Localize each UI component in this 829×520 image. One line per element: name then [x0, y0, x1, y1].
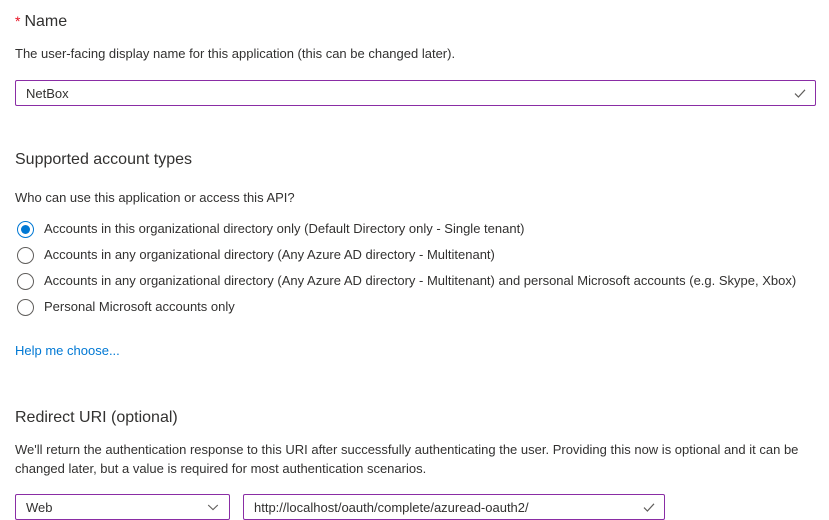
redirect-uri-description: We'll return the authentication response to this URI after successfully authenticating the user. Providing this now is optional and it can be changed later, but a value is required for most authentication scenarios.: [15, 442, 799, 476]
name-input[interactable]: [16, 83, 792, 103]
required-asterisk: *: [15, 13, 21, 29]
radio-button-icon[interactable]: [17, 273, 34, 290]
checkmark-icon: [641, 499, 657, 515]
radio-option-label: Accounts in any organizational directory (Any Azure AD directory - Multitenant) and personal Microsoft accounts (e.g. Skype, Xbox): [44, 273, 797, 288]
radio-option-single-tenant[interactable]: [15, 216, 816, 242]
name-input-container: [15, 80, 816, 106]
account-types-section-title: Supported account types: [15, 151, 193, 168]
radio-button-icon[interactable]: [17, 299, 34, 316]
radio-option-personal-only[interactable]: [15, 294, 816, 320]
radio-button-icon[interactable]: [17, 247, 34, 264]
redirect-uri-row: [15, 494, 816, 520]
name-title-text: Name: [24, 13, 68, 30]
checkmark-icon: [792, 85, 808, 101]
help-me-choose-link[interactable]: Help me choose...: [15, 343, 120, 358]
platform-selected-value: Web: [26, 499, 53, 515]
redirect-uri-input[interactable]: [244, 497, 641, 517]
name-description: The user-facing display name for this application (this can be changed later).: [15, 46, 456, 61]
radio-option-multitenant[interactable]: [15, 242, 816, 268]
radio-button-icon[interactable]: [17, 221, 34, 238]
radio-option-label: Accounts in this organizational directory only (Default Directory only - Single tenant): [44, 221, 525, 236]
radio-option-label: Personal Microsoft accounts only: [44, 299, 235, 314]
platform-select-dropdown[interactable]: [15, 494, 230, 520]
account-types-question: Who can use this application or access this API?: [15, 190, 295, 205]
name-section-title: [15, 12, 816, 31]
account-types-radio-group: [15, 216, 816, 320]
redirect-uri-input-container: [243, 494, 665, 520]
redirect-uri-section-title: Redirect URI (optional): [15, 409, 178, 426]
radio-option-multitenant-personal[interactable]: [15, 268, 816, 294]
chevron-down-icon: [206, 500, 220, 514]
radio-option-label: Accounts in any organizational directory (Any Azure AD directory - Multitenant): [44, 247, 495, 262]
